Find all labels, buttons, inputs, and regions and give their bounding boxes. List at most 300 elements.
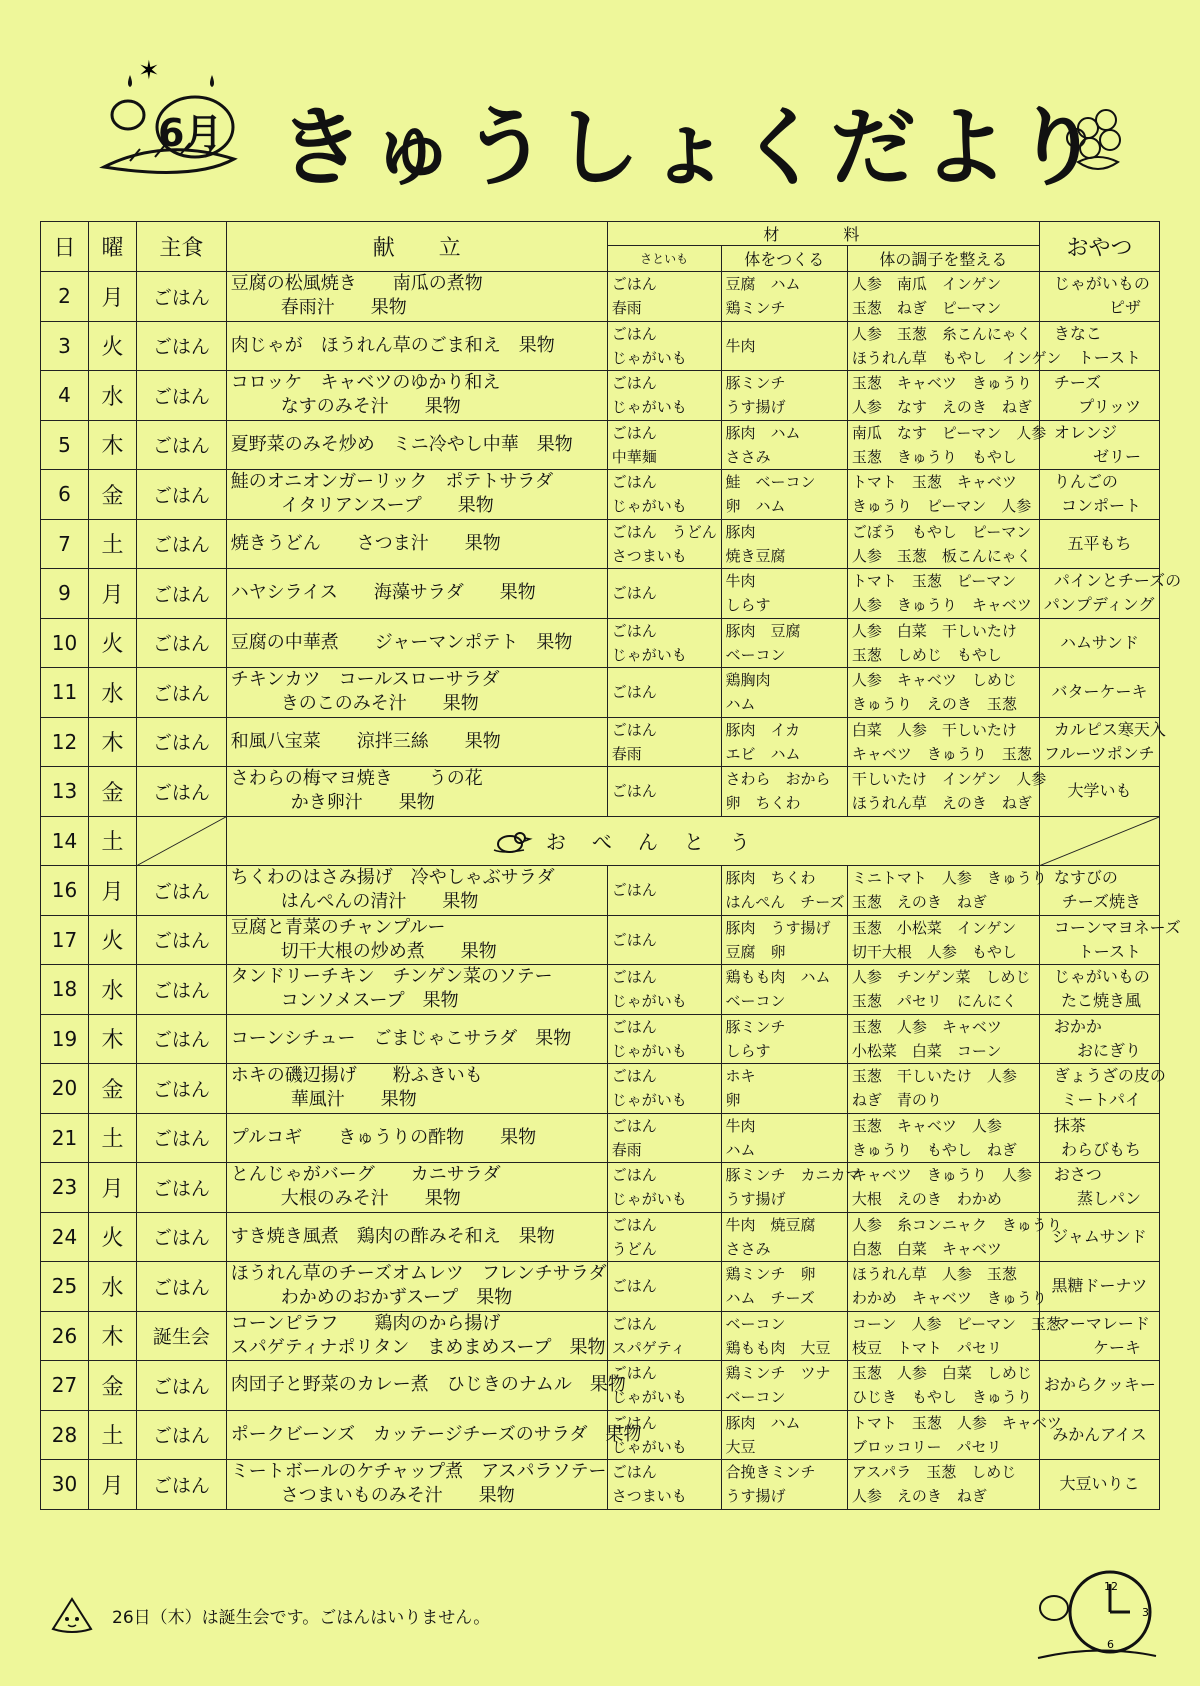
menu-row xyxy=(41,272,1160,322)
dow-cell: 木 xyxy=(89,1014,137,1064)
kondate-cell xyxy=(226,470,607,520)
body-line-1: 豚ミンチ カニカマ xyxy=(725,1166,861,1185)
energy-line-1: ごはん xyxy=(611,968,657,987)
snack-cell xyxy=(1039,915,1181,965)
kondate-cell xyxy=(226,1311,607,1361)
body-line-1: 牛肉 焼豆腐 xyxy=(725,1215,816,1234)
snack-line-2: フルーツポンチ xyxy=(1043,743,1155,763)
body-line-2: 卵 xyxy=(725,1091,741,1110)
condition-line-1: トマト 玉葱 人参 キャベツ xyxy=(851,1413,1062,1432)
energy-line-1: ごはん xyxy=(611,720,657,739)
condition-line-2: ブロッコリー パセリ xyxy=(851,1437,1002,1456)
body-line-2: ベーコン xyxy=(725,645,786,664)
kondate-line-1: ホキの磯辺揚げ 粉ふきいも xyxy=(230,1065,483,1087)
dow-cell: 土 xyxy=(89,1113,137,1163)
condition-line-1: アスパラ 玉葱 しめじ xyxy=(851,1463,1017,1482)
condition-line-2: 大根 えのき わかめ xyxy=(851,1190,1002,1209)
menu-row xyxy=(41,1311,1160,1361)
day-cell: 5 xyxy=(41,420,89,470)
menu-rows-second xyxy=(41,866,1181,1510)
snack-line-1: じゃがいもの xyxy=(1053,274,1150,294)
energy-cell xyxy=(607,965,721,1015)
menu-row xyxy=(41,1410,1160,1460)
page-title: きゅうしょくだより xyxy=(278,98,1106,198)
condition-line-2: 枝豆 トマト パセリ xyxy=(851,1338,1002,1357)
col-energy: さといも xyxy=(607,246,721,272)
condition-line-2: きゅうり えのき 玉葱 xyxy=(851,695,1017,714)
staple-cell: ごはん xyxy=(137,866,227,916)
dow-cell: 金 xyxy=(89,767,137,817)
body-cell xyxy=(721,1212,847,1262)
snack-line-1: 抹茶 xyxy=(1053,1115,1086,1135)
condition-cell xyxy=(847,866,1047,916)
day-cell: 10 xyxy=(41,618,89,668)
condition-line-2: 小松菜 白菜 コーン xyxy=(851,1041,1002,1060)
body-line-2: うす揚げ xyxy=(725,398,786,417)
body-cell xyxy=(721,866,847,916)
kondate-line-2: 切干大根の炒め煮 果物 xyxy=(280,940,497,962)
snack-cell xyxy=(1039,866,1159,916)
energy-line-2: 春雨 xyxy=(611,744,642,763)
menu-row xyxy=(41,371,1160,421)
condition-line-1: 人参 南瓜 インゲン xyxy=(851,275,1002,294)
energy-line-1: ごはん xyxy=(611,1463,657,1482)
condition-line-2: 人参 なす えのき ねぎ xyxy=(851,398,1032,417)
energy-line-2: さつまいも xyxy=(611,546,687,565)
snack-cell xyxy=(1039,569,1182,619)
energy-line-1: ごはん xyxy=(611,1215,657,1234)
svg-text:✶: ✶ xyxy=(138,56,160,86)
snack-line-2: プリッツ xyxy=(1078,397,1141,417)
body-cell xyxy=(721,470,847,520)
kondate-cell xyxy=(226,668,607,718)
staple-cell: ごはん xyxy=(137,767,227,817)
condition-line-1: キャベツ きゅうり 人参 xyxy=(851,1166,1032,1185)
energy-cell xyxy=(607,618,721,668)
condition-cell xyxy=(847,1361,1039,1411)
condition-line-2: 玉葱 しめじ もやし xyxy=(851,645,1002,664)
energy-cell xyxy=(607,1113,721,1163)
kondate-cell xyxy=(226,519,607,569)
snack-line-1: オレンジ xyxy=(1053,422,1118,442)
body-line-2: 豆腐 卵 xyxy=(725,942,786,961)
staple-cell: ごはん xyxy=(137,272,227,322)
dow-cell: 月 xyxy=(89,569,137,619)
condition-cell xyxy=(847,272,1039,322)
kondate-line-2: なすのみそ汁 果物 xyxy=(280,396,461,418)
bento-cell xyxy=(226,816,1039,866)
condition-line-2: ほうれん草 えのき ねぎ xyxy=(851,794,1032,813)
dow-cell: 土 xyxy=(89,1410,137,1460)
kondate-line-1: ちくわのはさみ揚げ 冷やしゃぶサラダ xyxy=(230,867,555,889)
dow-cell: 木 xyxy=(89,420,137,470)
staple-cell: ごはん xyxy=(137,420,227,470)
day-cell: 6 xyxy=(41,470,89,520)
snack-cell xyxy=(1039,272,1159,322)
dow-cell: 火 xyxy=(89,1212,137,1262)
snack-line-1: りんごの xyxy=(1053,472,1118,492)
body-line-1: 豚肉 豆腐 xyxy=(725,621,801,640)
kondate-line-1: ミートボールのケチャップ煮 アスパラソテー xyxy=(230,1461,607,1483)
snack-line-1: なすびの xyxy=(1053,868,1118,888)
body-line-2: うす揚げ xyxy=(725,1190,786,1209)
kondate-line-1: ハヤシライス 海藻サラダ 果物 xyxy=(230,582,536,604)
energy-line-2: じゃがいも xyxy=(611,497,687,516)
body-line-2: 大豆 xyxy=(725,1437,756,1456)
empty-snack-cell xyxy=(1039,816,1159,866)
staple-cell: ごはん xyxy=(137,1212,227,1262)
energy-line-2: 春雨 xyxy=(611,1140,642,1159)
staple-cell: ごはん xyxy=(137,1361,227,1411)
body-line-1: 牛肉 xyxy=(725,336,756,355)
kondate-cell xyxy=(226,1163,607,1213)
bento-row xyxy=(41,816,1160,866)
menu-row xyxy=(41,1212,1160,1262)
body-line-2: 鶏ミンチ xyxy=(725,299,786,318)
menu-row xyxy=(41,519,1160,569)
menu-row xyxy=(41,569,1160,619)
snack-line-1: 大豆いりこ xyxy=(1059,1474,1140,1494)
svg-text:12: 12 xyxy=(1104,1580,1118,1593)
body-line-2: 焼き豆腐 xyxy=(725,546,786,565)
day-cell: 14 xyxy=(41,816,89,866)
energy-line-1: ごはん xyxy=(611,881,657,900)
menu-row xyxy=(41,1163,1160,1213)
condition-line-2: キャベツ きゅうり 玉葱 xyxy=(851,744,1032,763)
energy-cell xyxy=(607,1163,721,1213)
body-line-2: しらす xyxy=(725,596,771,615)
dow-cell: 月 xyxy=(89,866,137,916)
body-line-2: 鶏もも肉 大豆 xyxy=(725,1338,831,1357)
onigiri-icon xyxy=(47,1595,97,1635)
energy-cell xyxy=(607,371,721,421)
body-line-2: エビ ハム xyxy=(725,744,801,763)
dow-cell: 金 xyxy=(89,470,137,520)
body-line-1: ホキ xyxy=(725,1067,756,1086)
staple-cell: ごはん xyxy=(137,618,227,668)
energy-line-2: じゃがいも xyxy=(611,645,687,664)
kondate-cell xyxy=(226,915,607,965)
menu-row xyxy=(41,866,1160,916)
kondate-cell xyxy=(226,965,607,1015)
condition-cell xyxy=(847,371,1039,421)
staple-cell: ごはん xyxy=(137,1014,227,1064)
col-staple: 主食 xyxy=(137,222,227,272)
energy-cell xyxy=(607,1014,721,1064)
energy-cell xyxy=(607,1212,721,1262)
kondate-cell xyxy=(226,1014,607,1064)
condition-line-2: 切干大根 人参 もやし xyxy=(851,942,1017,961)
condition-cell xyxy=(847,1163,1039,1213)
svg-text:6: 6 xyxy=(1107,1638,1114,1651)
staple-cell: ごはん xyxy=(137,668,227,718)
staple-cell: ごはん xyxy=(137,371,227,421)
condition-line-1: 人参 糸コンニャク きゅうり xyxy=(851,1215,1062,1234)
body-cell xyxy=(721,1262,847,1312)
energy-line-2: じゃがいも xyxy=(611,992,687,1011)
energy-line-1: ごはん xyxy=(611,1116,657,1135)
snack-line-2: ケーキ xyxy=(1092,1337,1141,1357)
condition-line-1: 玉葱 キャベツ きゅうり xyxy=(851,374,1032,393)
kondate-cell xyxy=(226,321,607,371)
snack-cell xyxy=(1039,1064,1166,1114)
dow-cell: 火 xyxy=(89,915,137,965)
snack-line-2: おにぎり xyxy=(1076,1040,1141,1060)
kondate-line-1: すき焼き風煮 鶏肉の酢みそ和え 果物 xyxy=(230,1225,555,1247)
snack-cell xyxy=(1039,767,1159,817)
dow-cell: 月 xyxy=(89,272,137,322)
col-condition: 体の調子を整える xyxy=(847,246,1039,272)
kondate-cell xyxy=(226,767,607,817)
body-line-1: 鶏ミンチ 卵 xyxy=(725,1265,816,1284)
body-cell xyxy=(721,321,847,371)
snack-line-1: コーンマヨネーズ xyxy=(1053,917,1181,937)
body-line-2: ハム xyxy=(725,1140,756,1159)
kondate-line-1: 豆腐の中華煮 ジャーマンポテト 果物 xyxy=(230,631,573,653)
body-line-1: 牛肉 xyxy=(725,572,756,591)
condition-cell xyxy=(847,1410,1062,1460)
condition-cell xyxy=(847,1113,1039,1163)
kondate-line-1: 肉団子と野菜のカレー煮 ひじきのナムル 果物 xyxy=(230,1374,626,1396)
condition-cell xyxy=(847,618,1039,668)
kondate-line-1: コーンピラフ 鶏肉のから揚げ xyxy=(230,1312,501,1334)
kondate-cell xyxy=(226,1361,626,1411)
kondate-line-2: イタリアンスープ 果物 xyxy=(280,495,494,517)
snack-line-1: ジャムサンド xyxy=(1052,1226,1147,1246)
snack-line-1: ぎょうざの皮の xyxy=(1053,1066,1166,1086)
snack-line-1: きなこ xyxy=(1053,323,1102,343)
energy-line-1: ごはん xyxy=(611,1413,657,1432)
body-line-1: 豚肉 うす揚げ xyxy=(725,918,831,937)
condition-line-1: ほうれん草 人参 玉葱 xyxy=(851,1265,1017,1284)
snack-cell xyxy=(1039,965,1159,1015)
body-cell xyxy=(721,668,847,718)
month-badge: 6月 xyxy=(158,111,223,155)
body-line-1: 鶏ミンチ ツナ xyxy=(725,1364,831,1383)
dow-cell: 月 xyxy=(89,1163,137,1213)
condition-cell xyxy=(847,1460,1039,1510)
kondate-line-2: 春雨汁 果物 xyxy=(280,297,407,319)
kondate-line-1: 鮭のオニオンガーリック ポテトサラダ xyxy=(230,471,554,493)
snack-line-1: 大学いも xyxy=(1067,781,1132,801)
condition-line-1: 人参 チンゲン菜 しめじ xyxy=(851,968,1031,987)
snack-cell xyxy=(1039,717,1166,767)
kondate-line-1: 和風八宝菜 涼拌三絲 果物 xyxy=(230,730,501,752)
staple-cell: ごはん xyxy=(137,519,227,569)
energy-line-1: ごはん xyxy=(611,1277,657,1296)
body-cell xyxy=(721,1064,847,1114)
snack-cell xyxy=(1039,1113,1159,1163)
energy-line-2: じゃがいも xyxy=(611,1388,687,1407)
energy-line-1: ごはん xyxy=(611,423,657,442)
condition-cell xyxy=(847,717,1039,767)
menu-row xyxy=(41,1113,1160,1163)
energy-line-2: じゃがいも xyxy=(611,1041,687,1060)
energy-line-1: ごはん xyxy=(611,473,657,492)
condition-line-1: 玉葱 干しいたけ 人参 xyxy=(851,1067,1017,1086)
body-line-1: 合挽きミンチ xyxy=(725,1463,816,1482)
kondate-line-2: かき卵汁 果物 xyxy=(290,792,435,814)
energy-cell xyxy=(607,668,721,718)
energy-cell xyxy=(607,1361,721,1411)
body-line-1: 豆腐 ハム xyxy=(725,275,801,294)
condition-line-2: ねぎ 青のり xyxy=(851,1091,942,1110)
staple-cell: 誕生会 xyxy=(137,1311,227,1361)
body-line-1: 豚肉 xyxy=(725,522,756,541)
kondate-cell xyxy=(226,618,607,668)
kondate-cell xyxy=(226,1460,607,1510)
dow-cell: 土 xyxy=(89,519,137,569)
body-line-2: ささみ xyxy=(725,447,771,466)
dow-cell: 木 xyxy=(89,717,137,767)
snack-line-1: バターケーキ xyxy=(1051,682,1148,702)
kondate-line-2: はんぺんの清汁 果物 xyxy=(280,891,479,913)
menu-row xyxy=(41,767,1160,817)
condition-cell xyxy=(847,965,1039,1015)
dow-cell: 金 xyxy=(89,1361,137,1411)
kondate-line-1: 豆腐の松風焼き 南瓜の煮物 xyxy=(230,273,483,295)
body-line-1: 豚肉 イカ xyxy=(725,720,801,739)
day-cell: 3 xyxy=(41,321,89,371)
energy-line-2: うどん xyxy=(611,1239,657,1258)
energy-cell xyxy=(607,569,721,619)
body-line-1: 牛肉 xyxy=(725,1116,756,1135)
body-cell xyxy=(721,965,847,1015)
condition-line-2: ほうれん草 もやし インゲン xyxy=(851,348,1062,367)
condition-line-2: きゅうり もやし ねぎ xyxy=(851,1140,1017,1159)
condition-line-1: コーン 人参 ピーマン 玉葱 xyxy=(851,1314,1061,1333)
body-cell xyxy=(721,1460,847,1510)
energy-cell xyxy=(607,1410,721,1460)
kondate-cell xyxy=(226,371,607,421)
snack-line-2: ゼリー xyxy=(1092,446,1141,466)
snack-line-2: ピザ xyxy=(1108,298,1141,318)
kondate-cell xyxy=(226,1212,607,1262)
energy-line-2: さつまいも xyxy=(611,1487,687,1506)
snack-line-1: マーマレード xyxy=(1053,1313,1150,1333)
staple-cell: ごはん xyxy=(137,1064,227,1114)
condition-cell xyxy=(847,519,1039,569)
energy-cell xyxy=(607,519,721,569)
body-line-1: 鶏胸肉 xyxy=(725,671,771,690)
hydrangea-icon xyxy=(1058,100,1138,180)
kondate-line-1: ポークビーンズ カッテージチーズのサラダ 果物 xyxy=(230,1423,642,1445)
snack-line-1: 五平もち xyxy=(1067,533,1132,553)
condition-cell xyxy=(847,915,1039,965)
snack-line-1: じゃがいもの xyxy=(1053,967,1150,987)
day-cell: 19 xyxy=(41,1014,89,1064)
energy-cell xyxy=(607,1262,721,1312)
body-cell xyxy=(721,717,847,767)
condition-cell xyxy=(847,1311,1061,1361)
snack-line-2: たこ焼き風 xyxy=(1060,991,1141,1011)
kondate-line-1: 夏野菜のみそ炒め ミニ冷やし中華 果物 xyxy=(230,433,573,455)
snack-cell xyxy=(1039,1460,1159,1510)
staple-cell: ごはん xyxy=(137,470,227,520)
day-cell: 28 xyxy=(41,1410,89,1460)
condition-cell xyxy=(847,420,1047,470)
condition-line-1: 玉葱 人参 白菜 しめじ xyxy=(851,1364,1032,1383)
clock-snail-icon xyxy=(1030,1560,1160,1670)
condition-cell xyxy=(847,470,1039,520)
kondate-line-2: さつまいものみそ汁 果物 xyxy=(280,1485,515,1507)
bento-label: おべんとう xyxy=(545,829,776,854)
staple-cell: ごはん xyxy=(137,965,227,1015)
menu-row xyxy=(41,1014,1160,1064)
energy-line-1: ごはん xyxy=(611,1364,657,1383)
energy-line-1: ごはん xyxy=(611,1017,657,1036)
dow-cell: 水 xyxy=(89,965,137,1015)
condition-line-2: ひじき もやし きゅうり xyxy=(851,1388,1032,1407)
condition-line-2: きゅうり ピーマン 人参 xyxy=(851,497,1032,516)
energy-cell xyxy=(607,272,721,322)
condition-line-2: 人参 きゅうり キャベツ xyxy=(851,596,1032,615)
menu-row xyxy=(41,1460,1160,1510)
condition-line-2: 白葱 白菜 キャベツ xyxy=(851,1239,1002,1258)
condition-line-2: わかめ キャベツ きゅうり xyxy=(851,1289,1047,1308)
kondate-line-1: ほうれん草のチーズオムレツ フレンチサラダ xyxy=(230,1263,607,1285)
menu-table xyxy=(40,221,1182,1510)
col-body: 体をつくる xyxy=(721,246,847,272)
snack-line-1: パインとチーズの xyxy=(1053,571,1182,591)
day-cell: 13 xyxy=(41,767,89,817)
snack-cell xyxy=(1039,618,1159,668)
energy-line-1: ごはん xyxy=(611,683,657,702)
snack-cell xyxy=(1039,1163,1159,1213)
snack-cell xyxy=(1039,420,1159,470)
menu-row xyxy=(41,1361,1160,1411)
menu-row xyxy=(41,321,1160,371)
day-cell: 20 xyxy=(41,1064,89,1114)
body-cell xyxy=(721,420,847,470)
dow-cell: 水 xyxy=(89,1262,137,1312)
snack-line-1: おさつ xyxy=(1053,1165,1102,1185)
snack-line-2: 蒸しパン xyxy=(1076,1189,1141,1209)
energy-line-1: ごはん xyxy=(611,621,657,640)
energy-line-2: じゃがいも xyxy=(611,398,687,417)
snack-line-1: おかか xyxy=(1053,1016,1102,1036)
condition-line-2: 人参 玉葱 板こんにゃく xyxy=(851,546,1032,565)
energy-cell xyxy=(607,915,721,965)
condition-line-1: 人参 玉葱 糸こんにゃく xyxy=(851,324,1032,343)
body-line-2: ハム xyxy=(725,695,756,714)
kondate-line-1: コーンシチュー ごまじゃこサラダ 果物 xyxy=(230,1027,572,1049)
condition-line-2: 玉葱 えのき ねぎ xyxy=(851,893,987,912)
kondate-line-1: 肉じゃが ほうれん草のごま和え 果物 xyxy=(230,334,555,356)
energy-line-1: ごはん xyxy=(611,1067,657,1086)
snack-line-1: ハムサンド xyxy=(1060,632,1139,652)
staple-cell: ごはん xyxy=(137,1262,227,1312)
col-day: 日 xyxy=(41,222,89,272)
svg-text:3: 3 xyxy=(1142,1606,1149,1619)
day-cell: 24 xyxy=(41,1212,89,1262)
body-cell xyxy=(721,1113,847,1163)
condition-cell xyxy=(847,1212,1062,1262)
body-line-2: しらす xyxy=(725,1041,771,1060)
snack-line-2: わらびもち xyxy=(1060,1139,1141,1159)
body-cell xyxy=(721,519,847,569)
staple-cell: ごはん xyxy=(137,1113,227,1163)
menu-row xyxy=(41,965,1160,1015)
body-line-1: 豚肉 ちくわ xyxy=(725,869,816,888)
menu-row xyxy=(41,668,1160,718)
body-cell xyxy=(721,371,847,421)
snack-line-2: コンポート xyxy=(1060,496,1141,516)
day-cell: 23 xyxy=(41,1163,89,1213)
dow-cell: 木 xyxy=(89,1311,137,1361)
body-line-1: ベーコン xyxy=(725,1314,786,1333)
energy-line-1: ごはん うどん xyxy=(611,522,717,541)
